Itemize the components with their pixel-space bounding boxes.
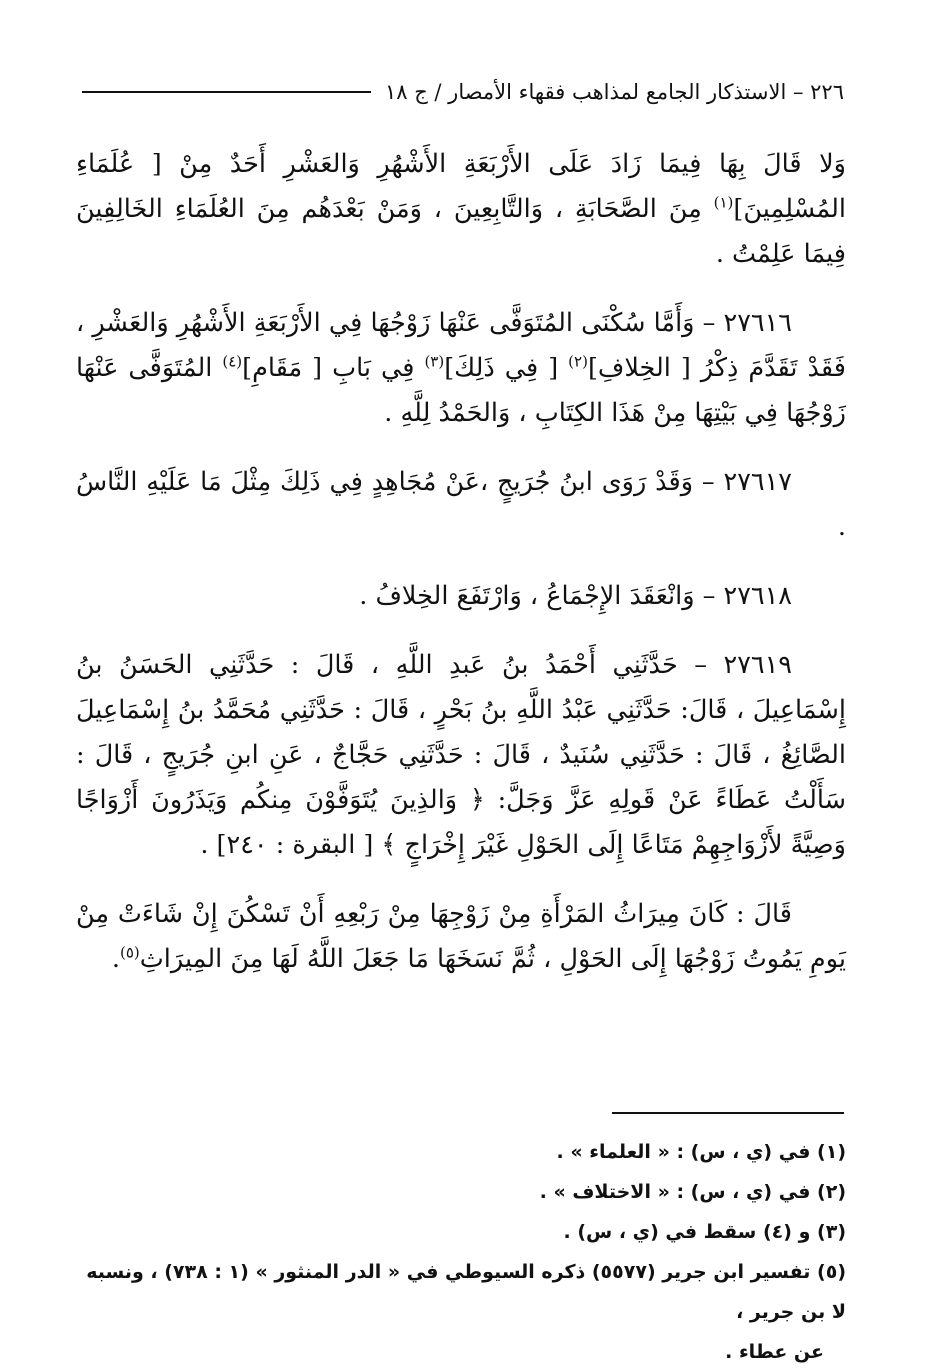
- paragraph-text: وَلا قَالَ بِهَا فِيمَا زَادَ عَلَى الأَرْبَعَةِ الأَشْهُرِ وَالعَشْرِ أَحَدٌ مِنْ [ عُلَمَاءِ المُسْلِمِينَ]: [76, 149, 846, 224]
- footnote-ref: (٢): [568, 352, 588, 371]
- paragraph-number: ٢٧٦١٧: [723, 467, 792, 497]
- paragraph-text: – حَدَّثَنِي أَحْمَدُ بنُ عَبدِ اللَّهِ ، قَالَ : حَدَّثَنِي الحَسَنُ بنُ إِسْمَاعِيلَ ، قَالَ: حَدَّثَنِي عَبْدُ اللَّهِ بنُ بَحْرٍ ، قَالَ : حَدَّثَنِي مُحَمَّدُ بنُ إِسْمَاعِيلَ الصَّائِغُ ، قَالَ : حَدَّثَنِي سُنَيدٌ ، قَالَ : حَدَّثَنِي حَجَّاجٌ ، عَنِ ابنِ جُرَيجٍ ، قَالَ : سَأَلْتُ عَطَاءً عَنْ قَولِهِ عَزَّ وَجَلَّ: ﴿ وَالذِينَ يُتَوَفَّوْنَ مِنكُم وَيَذَرُونَ أَزْوَاجًا وَصِيَّةً لأَزْوَاجِهِمْ مَتَاعًا إِلَى الحَوْلِ غَيْرَ إِخْرَاجٍ ﴾ [ البقرة : ٢٤٠] .: [76, 650, 846, 860]
- footnote-ref: (٣): [424, 352, 445, 371]
- footnote-ref: (١): [713, 193, 734, 212]
- paragraph-number: ٢٧٦١٩: [723, 650, 792, 680]
- paragraph-text: المُتَوَفَّى عَنْهَا زَوْجُهَا فِي بَيْتِهَا مِنْ هَذَا الكِتَابِ ، وَالحَمْدُ لِلَّهِ .: [76, 353, 846, 428]
- footnote-3-4: (٣) و (٤) سقط في (ي ، س) .: [563, 1221, 846, 1243]
- paragraph-text: فِي بَابِ [ مَقَامِ]: [242, 353, 425, 383]
- footnote-5: (٥) تفسير ابن جرير (٥٥٧٧) ذكره السيوطي في « الدر المنثور » (١ : ٧٣٨) ، ونسبه لا بن جرير ،: [86, 1261, 846, 1323]
- paragraph-27619: [76, 643, 846, 868]
- paragraph-number: ٢٧٦١٦: [723, 308, 792, 338]
- paragraph-text: – وَقَدْ رَوَى ابنُ جُرَيجٍ ،عَنْ مُجَاهِدٍ فِي ذَلِكَ مِثْلَ مَا عَلَيْهِ النَّاسُ .: [76, 467, 846, 542]
- paragraph-27617: [76, 460, 846, 550]
- paragraph-text: – وَانْعَقَدَ الإِجْمَاعُ ، وَارْتَفَعَ الخِلافُ .: [359, 581, 724, 611]
- footnote-ref: (٥): [120, 943, 140, 962]
- paragraph-text: مِنَ الصَّحَابَةِ ، وَالتَّابِعِينَ ، وَمَنْ بَعْدَهُم مِنَ العُلَمَاءِ الخَالِفِينَ فِيمَا عَلِمْتُ .: [76, 194, 846, 269]
- paragraph-text: [ فِي ذَلِكَ]: [444, 353, 569, 383]
- paragraph-27616: [76, 301, 846, 436]
- footnotes: [76, 1132, 846, 1372]
- footnote-5-continued: عن عطاء .: [725, 1341, 824, 1363]
- footnote-2: (٢) في (ي ، س) : « الاختلاف » .: [539, 1181, 846, 1203]
- paragraph-intro: [76, 142, 846, 277]
- running-title: ٢٢٦ – الاستذكار الجامع لمذاهب فقهاء الأمصار / ج ١٨: [384, 80, 844, 104]
- paragraph-ata: [76, 892, 846, 982]
- paragraph-text: قَالَ : كَانَ مِيرَاثُ المَرْأَةِ مِنْ زَوْجِهَا مِنْ رَبْعِهِ أَنْ تَسْكُنَ إِنْ شَاءَتْ مِنْ يَومِ يَمُوتُ زَوْجُهَا إِلَى الحَوْلِ ، ثُمَّ نَسَخَهَا مَا جَعَلَ اللَّهُ لَهَا مِنَ المِيرَاثِ: [76, 899, 846, 974]
- paragraph-number: ٢٧٦١٨: [723, 581, 792, 611]
- paragraph-27618: [76, 574, 846, 619]
- paragraph-text: .: [111, 944, 120, 974]
- main-text: [76, 142, 846, 1006]
- footnote-ref: (٤): [222, 352, 243, 371]
- footnote-1: (١) في (ي ، س) : « العلماء » .: [556, 1141, 846, 1163]
- header-rule: [82, 91, 371, 93]
- footnote-rule: [612, 1112, 844, 1114]
- page-header: [82, 72, 844, 112]
- paragraph-text: – وَأَمَّا سُكْنَى المُتَوَفَّى عَنْهَا زَوْجُهَا فِي الأَرْبَعَةِ الأَشْهُرِ وَالعَشْرِ ، فَقَدْ تَقَدَّمَ ذِكْرُ [ الخِلافِ]: [76, 308, 846, 383]
